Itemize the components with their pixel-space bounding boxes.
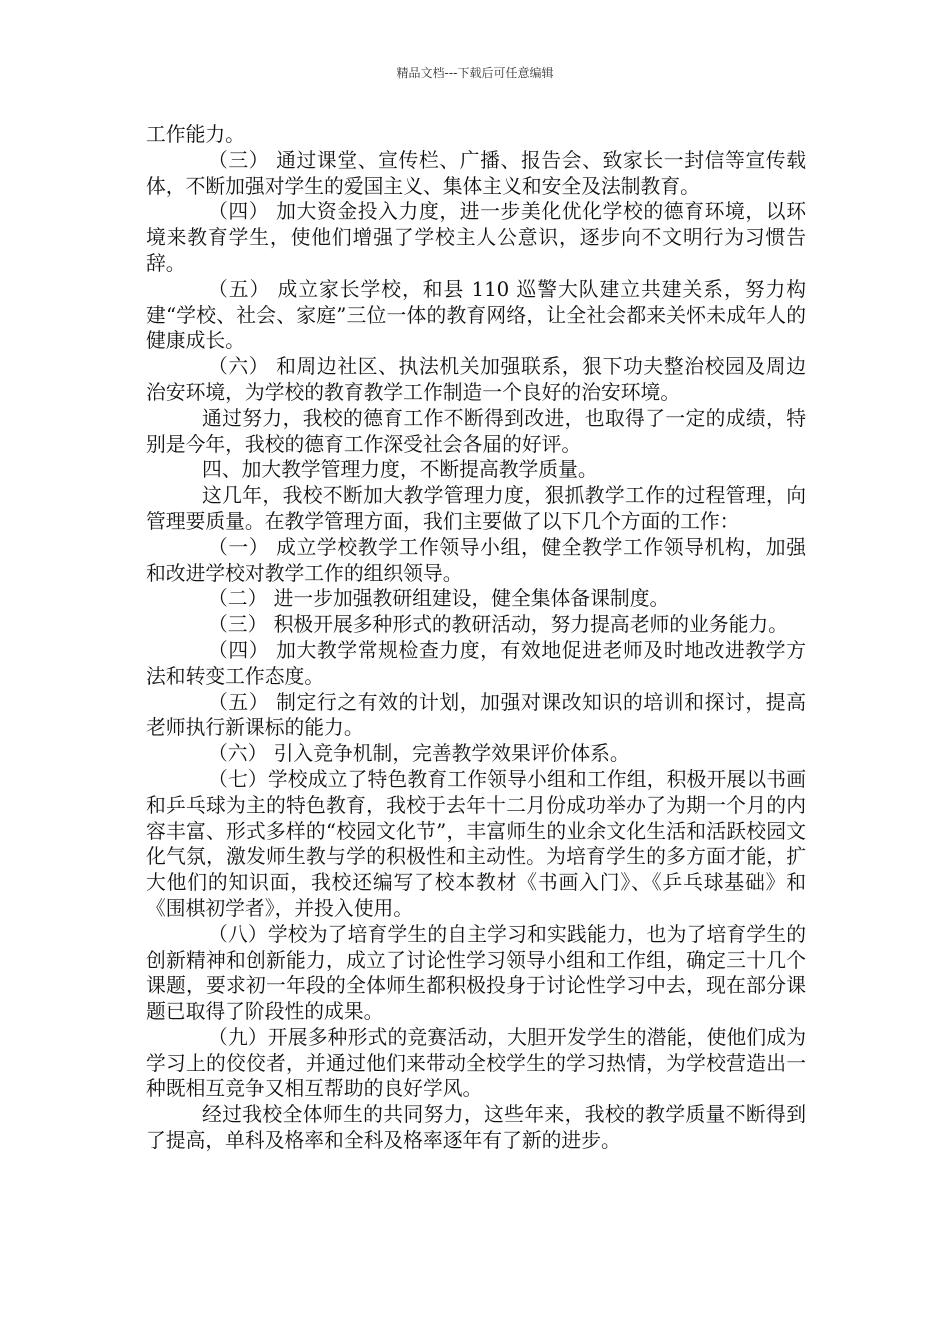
document-body <box>146 122 806 1154</box>
section-heading-4: 四、加大教学管理力度，不断提高教学质量。 <box>202 458 598 482</box>
paragraph-continuation: 工作能力。 <box>146 123 245 146</box>
paragraph-item-7: （七）学校成立了特色教育工作领导小组和工作组，积极开展以书画和乒乓球为主的特色教育，我校于去年十二月份成功举办了为期一个月的内容丰富、形式多样的“校园文化节”，丰富师生的业余文化生活和活跃校园文化气氛，激发师生教与学的积极性和主动性。为培育学生的多方面才能，扩大他们的知识面，我校还编写了校本教材《书画入门》、《乒乓球基础》和《围棋初学者》，并投入使用。 <box>146 767 806 920</box>
paragraph-item-2: （二） 进一步加强教研组建设，健全集体备课制度。 <box>208 587 670 611</box>
paragraph-conclusion: 经过我校全体师生的共同努力，这些年来，我校的教学质量不断得到了提高，单科及格率和全科及格率逐年有了新的进步。 <box>146 1103 806 1153</box>
paragraph-item-3: （三） 通过课堂、宣传栏、广播、报告会、致家长一封信等宣传载体，不断加强对学生的爱国主义、集体主义和安全及法制教育。 <box>146 148 806 198</box>
paragraph-item-5b: （五） 制定行之有效的计划，加强对课改知识的培训和探讨，提高老师执行新课标的能力。 <box>146 690 806 740</box>
paragraph-intro: 这几年，我校不断加大教学管理力度，狠抓教学工作的过程管理，向管理要质量。在教学管理方面，我们主要做了以下几个方面的工作： <box>146 484 806 533</box>
paragraph-item-4: （四） 加大资金投入力度，进一步美化优化学校的德育环境，以环境来教育学生，使他们增强了学校主人公意识，逐步向不文明行为习惯告辞。 <box>146 200 806 275</box>
paragraph-item-3b: （三） 积极开展多种形式的教研活动，努力提高老师的业务能力。 <box>208 613 788 637</box>
paragraph-item-4b: （四） 加大教学常规检查力度，有效地促进老师及时地改进教学方法和转变工作态度。 <box>146 638 806 688</box>
paragraph-summary: 通过努力，我校的德育工作不断得到改进，也取得了一定的成绩，特别是今年，我校的德育工作深受社会各届的好评。 <box>146 406 806 456</box>
paragraph-item-5: （五） 成立家长学校，和县 110 巡警大队建立共建关系，努力构建“学校、社会、家庭”三位一体的教育网络，让全社会都来关怀未成年人的健康成长。 <box>146 277 806 353</box>
paragraph-item-6b: （六） 引入竞争机制，完善教学效果评价体系。 <box>208 742 630 766</box>
paragraph-item-9: （九）开展多种形式的竞赛活动，大胆开发学生的潜能，使他们成为学习上的佼佼者，并通过他们来带动全校学生的学习热情，为学校营造出一种既相互竞争又相互帮助的良好学风。 <box>146 1025 806 1101</box>
page-header: 精品文档---下载后可任意编辑 <box>396 66 554 80</box>
paragraph-item-1: （一） 成立学校教学工作领导小组，健全教学工作领导机构，加强和改进学校对教学工作的组织领导。 <box>146 535 806 585</box>
paragraph-item-6: （六） 和周边社区、执法机关加强联系，狠下功夫整治校园及周边治安环境，为学校的教育教学工作制造一个良好的治安环境。 <box>146 355 806 404</box>
paragraph-item-8: （八）学校为了培育学生的自主学习和实践能力，也为了培育学生的创新精神和创新能力，成立了讨论性学习领导小组和工作组，确定三十几个课题，要求初一年段的全体师生都积极投身于讨论性学习中去，现在部分课题已取得了阶段性的成果。 <box>146 922 806 1024</box>
